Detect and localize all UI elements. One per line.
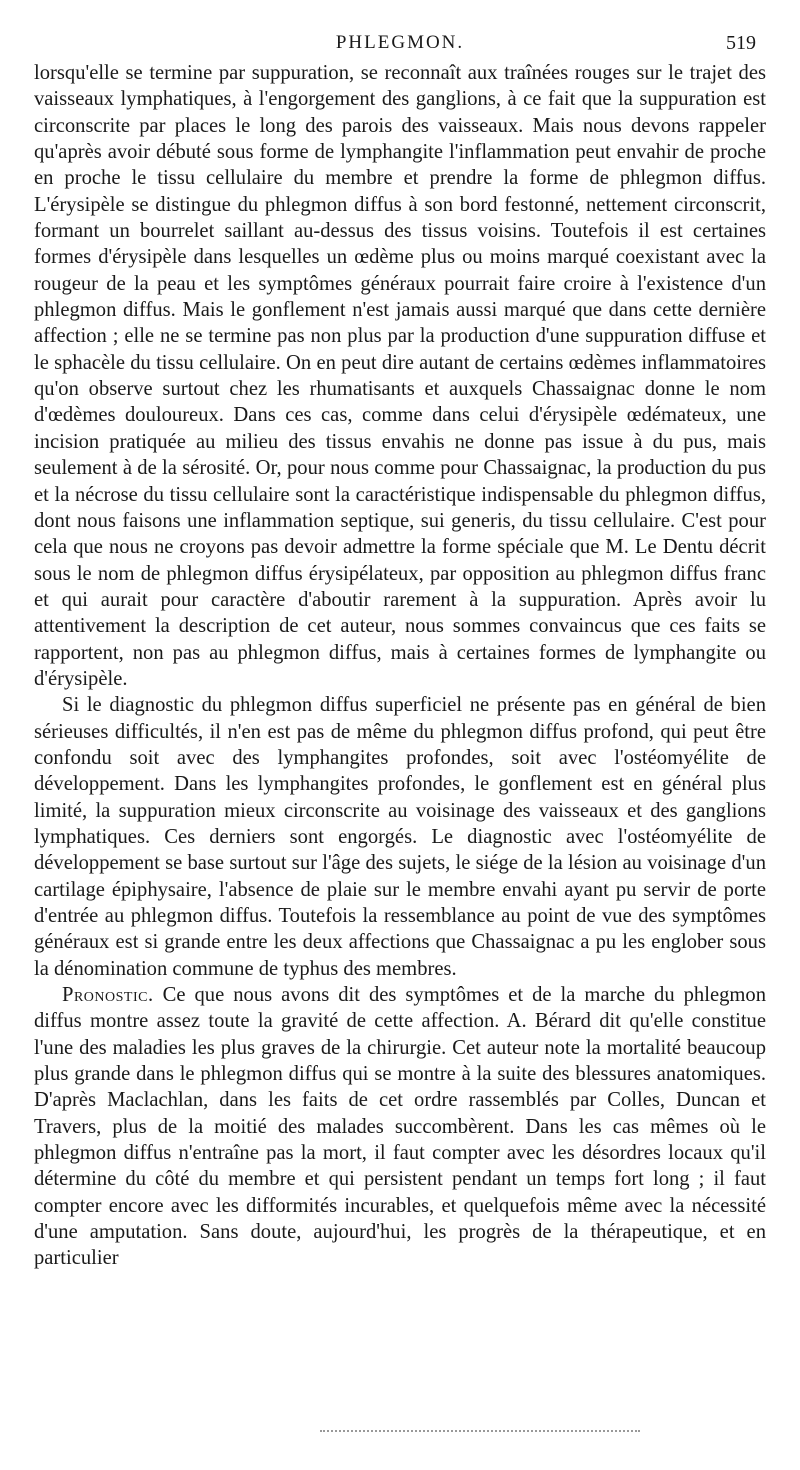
paragraph-lymphangite	[34, 60, 766, 692]
page-header	[0, 32, 800, 56]
paragraph-text: Ce que nous avons dit des symptômes et de la marche du phlegmon diffus montre assez toute la gravité de cette affection. A. Bérard dit qu'elle constitue l'une des maladies les plus graves de la chirurgie. Cet auteur note la mortalité beaucoup plus grande dans le phlegmon diffus qui se montre à la suite des blessures anatomiques. D'après Maclachlan, dans les faits de cet ordre rassemblés par Colles, Duncan et Travers, plus de la moitié des malades succombèrent. Dans les cas mêmes où le phlegmon diffus n'entraîne pas la mort, il faut compter avec les désordres locaux qu'il détermine du côté du membre et qui persistent pendant un temps fort long ; il faut compter encore avec les difformités incurables, et quelquefois même avec la nécessité d'une amputation. Sans doute, aujourd'hui, les progrès de la thérapeutique, et en particulier	[34, 984, 766, 1270]
paragraph-text: lorsqu'elle se termine par suppuration, se reconnaît aux traînées rouges sur le trajet des vaisseaux lymphatiques, à l'engorgement des ganglions, à ce fait que la suppuration est circonscrite par places le long des parois des vaisseaux. Mais nous devons rappeler qu'après avoir débuté sous forme de lymphangite l'inflammation peut envahir de proche en proche le tissu cellulaire du membre et prendre la forme de phlegmon diffus. L'érysipèle se distingue du phlegmon diffus à son bord festonné, nettement circonscrit, formant un bourrelet saillant au-dessus des tissus voisins. Toutefois il est certaines formes d'érysipèle dans lesquelles un œdème plus ou moins marqué coexistant avec la rougeur de la peau et les symptômes généraux pourrait faire croire à l'existence d'un phlegmon diffus. Mais le gonflement n'est jamais aussi marqué que dans cette dernière affection ; elle ne se termine pas non plus par la production d'une suppuration diffuse et le sphacèle du tissu cellulaire. On en peut dire autant de certains œdèmes inflammatoires qu'on observe surtout chez les rhumatisants et auxquels Chassaignac donne le nom d'œdèmes douloureux. Dans ces cas, comme dans celui d'érysipèle œdémateux, une incision pratiquée au milieu des tissus envahis ne donne pas issue à du pus, mais seulement à de la sérosité. Or, pour nous comme pour Chassaignac, la production du pus et la nécrose du tissu cellulaire sont la caractéristique indispensable du phlegmon diffus, dont nous faisons une inflammation septique, sui generis, du tissu cellulaire. C'est pour cela que nous ne croyons pas devoir admettre la forme spéciale que M. Le Dentu décrit sous le nom de phlegmon diffus érysipélateux, par opposition au phlegmon diffus franc et qui aurait pour caractère d'aboutir rarement à la suppuration. Après avoir lu attentivement la description de cet auteur, nous sommes convaincus que ces faits se rapportent, non pas au phlegmon diffus, mais à certaines formes de lymphangite ou d'érysipèle.	[34, 62, 766, 690]
page-number: 519	[726, 32, 756, 54]
section-heading-pronostic: Pronostic.	[62, 984, 154, 1007]
paragraph-text: Si le diagnostic du phlegmon diffus superficiel ne présente pas en général de bien sérieuses difficultés, il n'en est pas de même du phlegmon diffus profond, qui peut être confondu soit avec des lymphangites profondes, soit avec l'ostéomyélite de développement. Dans les lymphangites profondes, le gonflement est en général plus limité, la suppuration mieux circonscrite au voisinage des vaisseaux et des ganglions lymphatiques. Ces derniers sont engorgés. Le diagnostic avec l'ostéomyélite de développement se base surtout sur l'âge des sujets, le siége de la lésion au voisinage d'un cartilage épiphysaire, l'absence de plaie sur le membre envahi ayant pu servir de porte d'entrée au phlegmon diffus. Toutefois la ressemblance au point de vue des symptômes généraux est si grande entre les deux affections que Chassaignac a pu les englober sous la dénomination commune de typhus des membres.	[34, 694, 766, 980]
running-head: PHLEGMON.	[335, 32, 465, 53]
footer-print-marks	[320, 1430, 640, 1436]
paragraph-diagnostic	[34, 692, 766, 982]
body-text	[34, 60, 766, 1272]
paragraph-pronostic	[34, 982, 766, 1272]
